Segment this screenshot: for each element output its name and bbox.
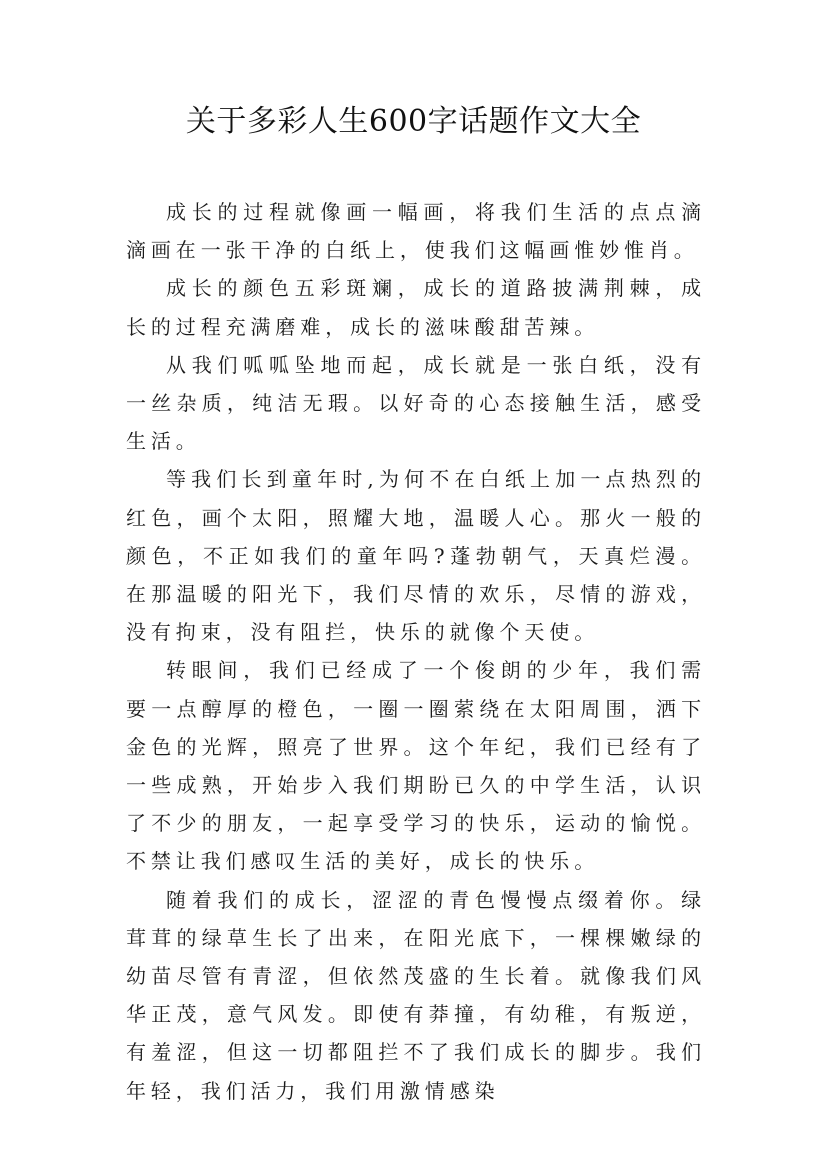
document-title: 关于多彩人生600字话题作文大全	[185, 104, 642, 139]
paragraph-1: 成长的过程就像画一幅画，将我们生活的点点滴滴画在一张干净的白纸上，使我们这幅画惟妙惟肖。	[126, 200, 706, 263]
paragraph-5: 转眼间，我们已经成了一个俊朗的少年，我们需要一点醇厚的橙色，一圈一圈萦绕在太阳周围，洒下金色的光辉，照亮了世界。这个年纪，我们已经有了一些成熟，开始步入我们期盼已久的中学生活，认识了不少的朋友，一起享受学习的快乐，运动的愉悦。不禁让我们感叹生活的美好，成长的快乐。	[126, 658, 706, 874]
paragraph-2: 成长的颜色五彩斑斓，成长的道路披满荆棘，成长的过程充满磨难，成长的滋味酸甜苦辣。	[126, 276, 706, 339]
paragraph-4: 等我们长到童年时,为何不在白纸上加一点热烈的红色，画个太阳，照耀大地，温暖人心。那火一般的颜色，不正如我们的童年吗?蓬勃朝气，天真烂漫。在那温暖的阳光下，我们尽情的欢乐，尽情的游戏，没有拘束，没有阻拦，快乐的就像个天使。	[126, 467, 706, 645]
paragraph-3: 从我们呱呱坠地而起，成长就是一张白纸，没有一丝杂质，纯洁无瑕。以好奇的心态接触生活，感受生活。	[126, 352, 706, 454]
document-body	[126, 193, 706, 1110]
paragraph-6: 随着我们的成长，涩涩的青色慢慢点缀着你。绿茸茸的绿草生长了出来，在阳光底下，一棵棵嫩绿的幼苗尽管有青涩，但依然茂盛的生长着。就像我们风华正茂，意气风发。即使有莽撞，有幼稚，有叛逆，有羞涩，但这一切都阻拦不了我们成长的脚步。我们年轻，我们活力，我们用激情感染	[126, 887, 706, 1103]
